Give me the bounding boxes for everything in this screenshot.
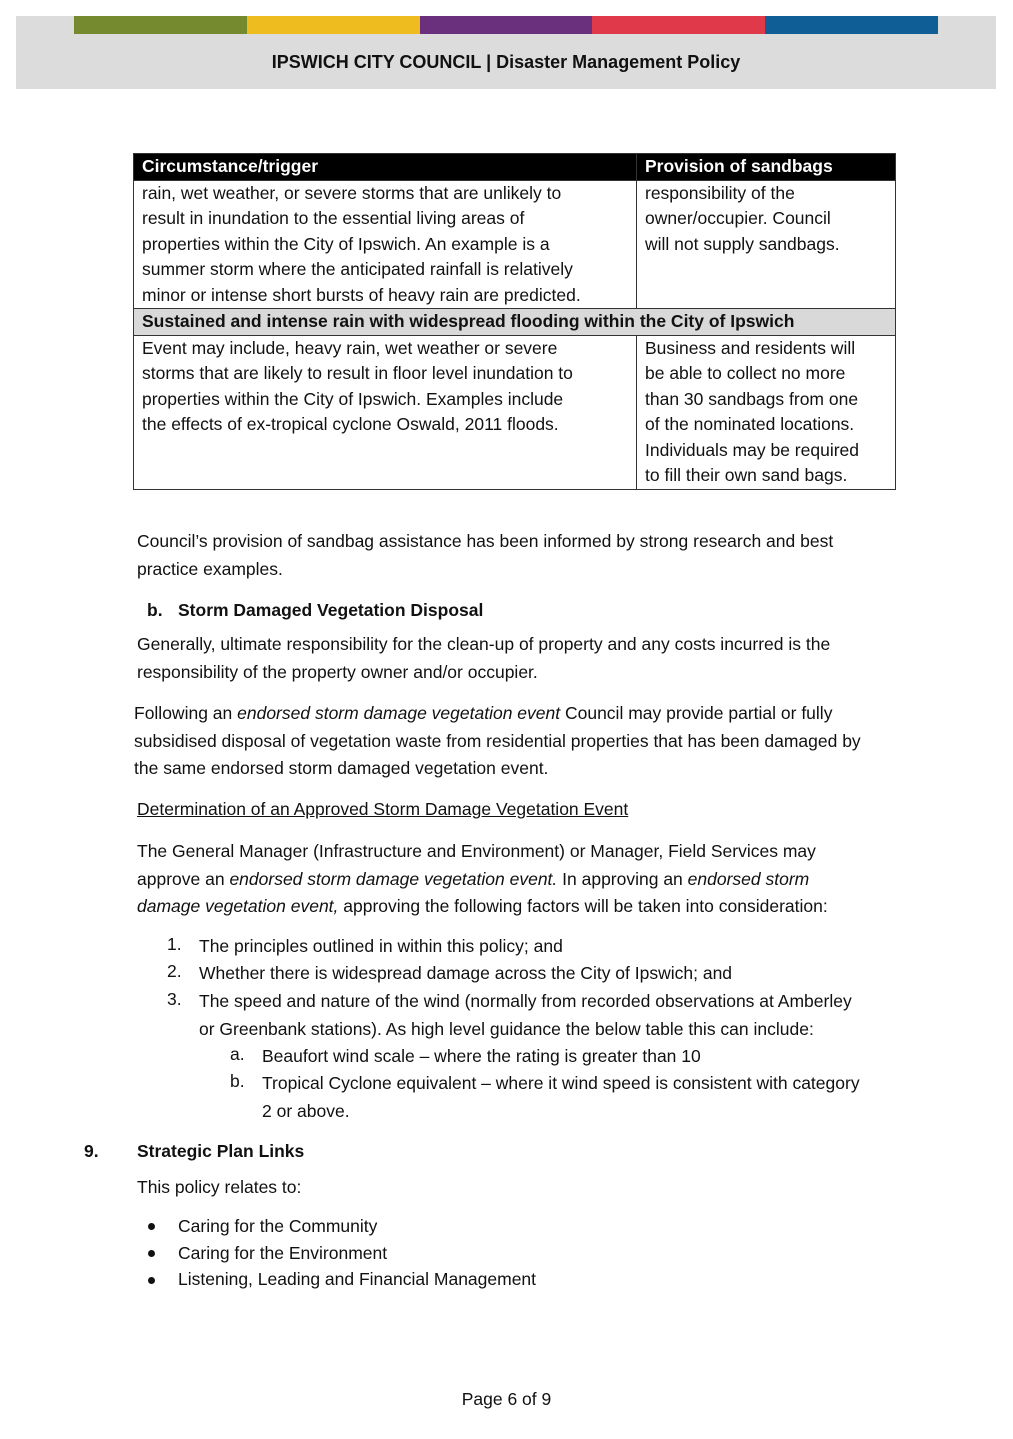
table-subheading: Sustained and intense rain with widespread flooding within the City of Ipswich <box>134 309 896 336</box>
cell-line: than 30 sandbags from one <box>645 388 859 409</box>
paragraph-line: subsidised disposal of vegetation waste from residential properties that has been damaged by <box>134 730 861 751</box>
paragraph-line: the same endorsed storm damaged vegetation event. <box>134 758 549 778</box>
cell-line: rain, wet weather, or severe storms that are unlikely to <box>142 182 562 203</box>
general-manager-paragraph <box>137 838 828 921</box>
paragraph-line: Council’s provision of sandbag assistance has been informed by strong research and best <box>137 531 834 551</box>
list-letter: a. <box>230 1044 245 1064</box>
text-run: In approving an <box>557 868 688 889</box>
color-stripe-bar <box>74 16 938 34</box>
paragraph-line <box>134 700 861 728</box>
section-b-heading: Storm Damaged Vegetation Disposal <box>178 600 484 620</box>
list-number: 1. <box>167 934 182 954</box>
section-9-number: 9. <box>84 1141 99 1161</box>
provision-cell <box>637 180 896 309</box>
sandbag-table <box>133 153 896 490</box>
trigger-cell <box>134 180 637 309</box>
cell-line: Business and residents will <box>645 337 856 358</box>
list-item: Beaufort wind scale – where the rating is greater than 10 <box>262 1046 701 1066</box>
cell-line: will not supply sandbags. <box>645 233 840 254</box>
cell-line: properties within the City of Ipswich. An example is a <box>142 233 550 254</box>
cell-line: responsibility of the <box>645 182 795 203</box>
responsibility-paragraph <box>137 631 830 686</box>
table-subheading-row <box>134 309 896 336</box>
determination-heading: Determination of an Approved Storm Damage Vegetation Event <box>137 799 629 819</box>
cell-line: storms that are likely to result in floor level inundation to <box>142 363 573 383</box>
list-item <box>199 988 852 1043</box>
list-item: Caring for the Environment <box>178 1243 388 1263</box>
list-item: Listening, Leading and Financial Management <box>178 1269 537 1289</box>
paragraph-line <box>137 866 828 894</box>
following-paragraph <box>134 700 861 783</box>
sandbag-note-paragraph <box>137 528 833 583</box>
cell-line: to fill their own sand bags. <box>645 465 848 485</box>
paragraph-line: The General Manager (Infrastructure and Environment) or Manager, Field Services may <box>137 841 816 861</box>
cell-line: properties within the City of Ipswich. Examples include <box>142 388 564 409</box>
paragraph-line: 2 or above. <box>262 1100 350 1121</box>
paragraph-line <box>137 893 828 921</box>
stripe-green <box>74 16 247 34</box>
emphasis-text: endorsed storm damage vegetation event. <box>229 868 558 889</box>
cell-line: summer storm where the anticipated rainfall is relatively <box>142 259 573 279</box>
text-run: approving the following factors will be taken into consideration: <box>338 896 828 916</box>
list-number: 2. <box>167 961 182 981</box>
paragraph-line: responsibility of the property owner and/or occupier. <box>137 661 538 682</box>
column-header-provision: Provision of sandbags <box>637 154 896 181</box>
cell-line: Individuals may be required <box>645 439 860 460</box>
cell-line: the effects of ex-tropical cyclone Oswald, 2011 floods. <box>142 414 559 434</box>
cell-line: be able to collect no more <box>645 363 846 383</box>
table-row <box>134 335 896 489</box>
cell-line: Event may include, heavy rain, wet weather or severe <box>142 337 558 358</box>
emphasis-text: endorsed storm <box>687 868 810 889</box>
list-item: Caring for the Community <box>178 1216 378 1236</box>
stripe-blue <box>765 16 938 34</box>
list-item: Whether there is widespread damage across the City of Ipswich; and <box>199 963 733 983</box>
list-item <box>262 1070 860 1125</box>
page-header <box>16 16 996 89</box>
emphasis-text: damage vegetation event, <box>137 896 339 916</box>
stripe-red <box>592 16 765 34</box>
cell-line: minor or intense short bursts of heavy rain are predicted. <box>142 284 581 305</box>
stripe-yellow <box>247 16 420 34</box>
bullet-icon <box>148 1250 155 1257</box>
bullet-icon <box>148 1223 155 1230</box>
section-b-marker: b. <box>147 600 163 620</box>
paragraph-line: Generally, ultimate responsibility for the clean-up of property and any costs incurred is the <box>137 634 831 654</box>
stripe-purple <box>420 16 593 34</box>
cell-line: owner/occupier. Council <box>645 208 831 228</box>
text-run: Council may provide partial or fully <box>560 703 833 723</box>
list-number: 3. <box>167 989 182 1009</box>
list-item: The principles outlined in within this policy; and <box>199 936 563 956</box>
paragraph-line: practice examples. <box>137 558 283 579</box>
list-letter: b. <box>230 1071 245 1091</box>
paragraph-line: The speed and nature of the wind (normally from recorded observations at Amberley <box>199 991 852 1011</box>
provision-cell <box>637 335 896 489</box>
section-9-heading: Strategic Plan Links <box>137 1141 305 1161</box>
table-row <box>134 180 896 309</box>
page-number: Page 6 of 9 <box>461 1389 552 1409</box>
table-header-row <box>134 154 896 181</box>
column-header-trigger: Circumstance/trigger <box>134 154 637 181</box>
emphasis-text: endorsed storm damage vegetation event <box>237 703 561 723</box>
relates-to-text: This policy relates to: <box>137 1177 302 1197</box>
bullet-icon <box>148 1277 155 1284</box>
header-title: IPSWICH CITY COUNCIL | Disaster Management Policy <box>271 52 741 72</box>
cell-line: of the nominated locations. <box>645 414 855 434</box>
text-run: approve an <box>137 868 230 889</box>
cell-line: result in inundation to the essential living areas of <box>142 208 525 228</box>
paragraph-line: Tropical Cyclone equivalent – where it wind speed is consistent with category <box>262 1073 860 1093</box>
trigger-cell <box>134 335 637 489</box>
text-run: Following an <box>134 703 238 723</box>
paragraph-line: or Greenbank stations). As high level guidance the below table this can include: <box>199 1018 814 1039</box>
